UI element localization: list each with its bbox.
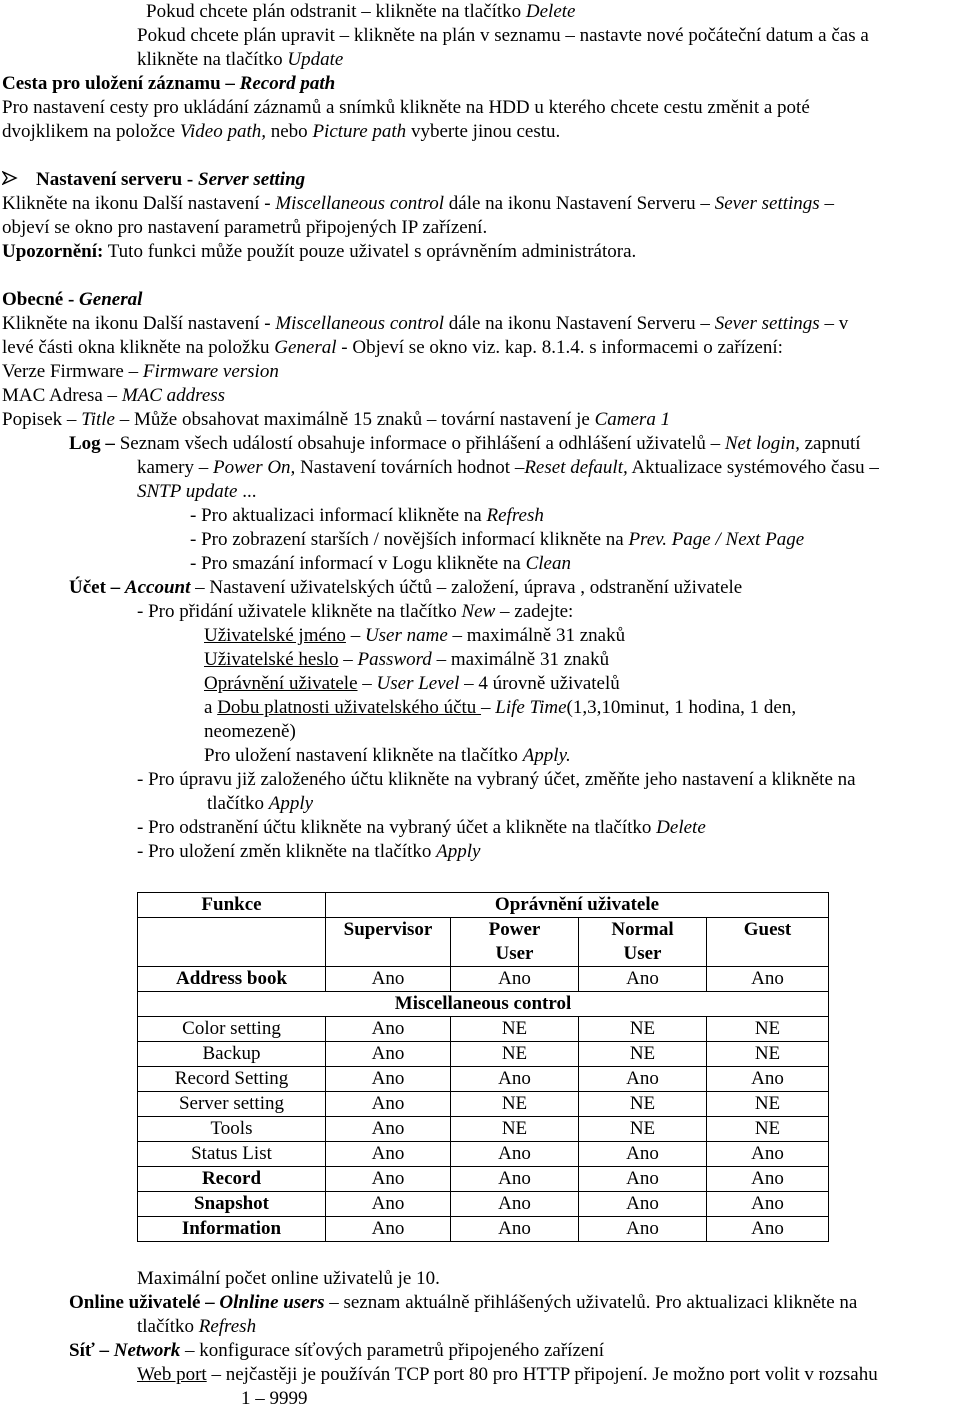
misc-section-row xyxy=(138,992,829,1017)
permission-cell: Ano xyxy=(326,1117,451,1142)
apply-line: Pro uložení nastavení klikněte na tlačítko Apply. xyxy=(204,745,571,766)
log-clean-item: - Pro smazání informací v Logu klikněte na Clean xyxy=(190,553,571,574)
permission-cell: Ano xyxy=(451,1217,579,1242)
header-funkce: Funkce xyxy=(138,893,326,918)
permission-cell: Ano xyxy=(707,967,829,992)
function-name-cell: Record Setting xyxy=(138,1067,326,1092)
permission-cell: Ano xyxy=(707,1167,829,1192)
permission-cell: Ano xyxy=(451,1142,579,1167)
permission-cell: Ano xyxy=(451,967,579,992)
record-path-heading: Cesta pro uložení záznamu – Record path xyxy=(2,73,336,94)
delete-account-line: - Pro odstranění účtu klikněte na vybraný účet a klikněte na tlačítko Delete xyxy=(137,817,706,838)
account-line: Účet – Account – Nastavení uživatelských účtů – založení, úprava , odstranění uživatele xyxy=(69,577,743,598)
function-name-cell: Color setting xyxy=(138,1017,326,1042)
permission-cell: Ano xyxy=(707,1142,829,1167)
table-row xyxy=(138,1117,829,1142)
header-opravneni: Oprávnění uživatele xyxy=(326,893,829,918)
permission-cell: Ano xyxy=(579,1067,707,1092)
table-row xyxy=(138,1042,829,1067)
server-setting-text-2: objeví se okno pro nastavení parametrů připojených IP zařízení. xyxy=(2,217,488,238)
permission-cell: Ano xyxy=(326,1067,451,1092)
edit-plan-line: Pokud chcete plán upravit – klikněte na plán v seznamu – nastavte nové počáteční datum a čas a xyxy=(137,25,869,46)
table-row xyxy=(138,1092,829,1117)
permission-cell: Ano xyxy=(451,1067,579,1092)
permission-cell: NE xyxy=(707,1117,829,1142)
table-subheader-row xyxy=(138,918,829,967)
function-name-cell: Backup xyxy=(138,1042,326,1067)
life-time-line-2: neomezeně) xyxy=(204,721,296,742)
record-path-text-1: Pro nastavení cesty pro ukládání záznamů a snímků klikněte na HDD u kterého chcete cestu změnit a poté xyxy=(2,97,810,118)
table-row xyxy=(138,1142,829,1167)
user-level-line: Oprávnění uživatele – User Level – 4 úrovně uživatelů xyxy=(204,673,620,694)
permission-cell: NE xyxy=(579,1042,707,1067)
permission-cell: NE xyxy=(579,1017,707,1042)
function-name-cell: Information xyxy=(138,1217,326,1242)
delete-plan-line: Pokud chcete plán odstranit – klikněte na tlačítko Delete xyxy=(146,1,576,22)
log-refresh-item: - Pro aktualizaci informací klikněte na Refresh xyxy=(190,505,544,526)
general-heading: Obecné - General xyxy=(2,289,143,310)
general-text-2: levé části okna klikněte na položku General - Objeví se okno viz. kap. 8.1.4. s informacemi o zařízení: xyxy=(2,337,783,358)
max-users-line: Maximální počet online uživatelů je 10. xyxy=(137,1268,440,1289)
header-guest: Guest xyxy=(707,918,829,967)
permission-cell: Ano xyxy=(707,1217,829,1242)
user-name-line: Uživatelské jméno – User name – maximálně 31 znaků xyxy=(204,625,626,646)
title-line: Popisek – Title – Může obsahovat maximálně 15 znaků – tovární nastavení je Camera 1 xyxy=(2,409,671,430)
permission-cell: Ano xyxy=(326,1167,451,1192)
permission-cell: NE xyxy=(579,1092,707,1117)
permission-cell: Ano xyxy=(451,1167,579,1192)
permission-cell: Ano xyxy=(326,1017,451,1042)
misc-section-header: Miscellaneous control xyxy=(138,992,829,1017)
function-name-cell: Address book xyxy=(138,967,326,992)
permission-cell: Ano xyxy=(326,1217,451,1242)
function-name-cell: Record xyxy=(138,1167,326,1192)
table-row xyxy=(138,967,829,992)
permission-cell: Ano xyxy=(326,1092,451,1117)
permissions-table xyxy=(137,892,829,1242)
web-port-line: Web port – nejčastěji je používán TCP port 80 pro HTTP připojení. Je možno port volit v rozsahu xyxy=(137,1364,878,1385)
function-name-cell: Status List xyxy=(138,1142,326,1167)
save-changes-line: - Pro uložení změn klikněte na tlačítko Apply xyxy=(137,841,481,862)
permission-cell: NE xyxy=(451,1092,579,1117)
password-line: Uživatelské heslo – Password – maximálně 31 znaků xyxy=(204,649,610,670)
log-line-2: kamery – Power On, Nastavení továrních hodnot –Reset default, Aktualizace systémového času – xyxy=(137,457,879,478)
permission-cell: NE xyxy=(451,1117,579,1142)
life-time-line: a Dobu platnosti uživatelského účtu – Life Time(1,3,10minut, 1 hodina, 1 den, xyxy=(204,697,797,718)
function-name-cell: Tools xyxy=(138,1117,326,1142)
log-line-1: Log – Seznam všech událostí obsahuje informace o přihlášení a odhlášení uživatelů – Net login, zapnutí xyxy=(69,433,861,454)
permission-cell: Ano xyxy=(326,967,451,992)
permission-cell: NE xyxy=(579,1117,707,1142)
server-setting-text-1: Klikněte na ikonu Další nastavení - Miscellaneous control dále na ikonu Nastavení Serveru – Sever settings – xyxy=(2,193,834,214)
permission-cell: NE xyxy=(707,1042,829,1067)
warning-line: Upozornění: Tuto funkci může použít pouze uživatel s oprávněním administrátora. xyxy=(2,241,637,262)
permission-cell: Ano xyxy=(707,1067,829,1092)
permission-cell: Ano xyxy=(451,1192,579,1217)
add-user-line: - Pro přidání uživatele klikněte na tlačítko New – zadejte: xyxy=(137,601,574,622)
header-normal-user: Normal User xyxy=(579,918,707,967)
log-line-3: SNTP update ... xyxy=(137,481,257,502)
general-text-1: Klikněte na ikonu Další nastavení - Miscellaneous control dále na ikonu Nastavení Serveru – Sever settings – v xyxy=(2,313,849,334)
permission-cell: NE xyxy=(451,1042,579,1067)
header-power-user: Power User xyxy=(451,918,579,967)
permission-cell: Ano xyxy=(579,1167,707,1192)
update-line: klikněte na tlačítko Update xyxy=(137,49,344,70)
function-name-cell: Snapshot xyxy=(138,1192,326,1217)
permission-cell: Ano xyxy=(579,967,707,992)
permission-cell: Ano xyxy=(326,1142,451,1167)
online-refresh-line: tlačítko Refresh xyxy=(137,1316,257,1337)
firmware-line: Verze Firmware – Firmware version xyxy=(2,361,279,382)
edit-account-line-2: tlačítko Apply xyxy=(207,793,314,814)
mac-line: MAC Adresa – MAC address xyxy=(2,385,226,406)
permission-cell: NE xyxy=(707,1092,829,1117)
table-row xyxy=(138,1067,829,1092)
table-row xyxy=(138,1017,829,1042)
record-path-text-2: dvojklikem na položce Video path, nebo Picture path vyberte jinou cestu. xyxy=(2,121,561,142)
network-line: Síť – Network – konfigurace síťových parametrů připojeného zařízení xyxy=(69,1340,605,1361)
edit-account-line-1: - Pro úpravu již založeného účtu klikněte na vybraný účet, změňte jeho nastavení a klikněte na xyxy=(137,769,856,790)
port-range-line: 1 – 9999 xyxy=(241,1388,308,1409)
table-header-row xyxy=(138,893,829,918)
permission-cell: Ano xyxy=(579,1192,707,1217)
log-page-item: - Pro zobrazení starších / novějších informací klikněte na Prev. Page / Next Page xyxy=(190,529,805,550)
permission-cell: Ano xyxy=(579,1142,707,1167)
permission-cell: Ano xyxy=(707,1192,829,1217)
permission-cell: NE xyxy=(451,1017,579,1042)
table-row xyxy=(138,1167,829,1192)
header-supervisor: Supervisor xyxy=(326,918,451,967)
online-users-line: Online uživatelé – Olnline users – seznam aktuálně přihlášených uživatelů. Pro aktualizaci klikněte na xyxy=(69,1292,858,1313)
table-row xyxy=(138,1192,829,1217)
permission-cell: Ano xyxy=(326,1192,451,1217)
permission-cell: Ano xyxy=(326,1042,451,1067)
function-name-cell: Server setting xyxy=(138,1092,326,1117)
permission-cell: NE xyxy=(707,1017,829,1042)
table-row xyxy=(138,1217,829,1242)
server-setting-heading: Nastavení serveru - Server setting xyxy=(2,168,305,192)
permission-cell: Ano xyxy=(579,1217,707,1242)
arrow-bullet-icon xyxy=(2,168,26,192)
